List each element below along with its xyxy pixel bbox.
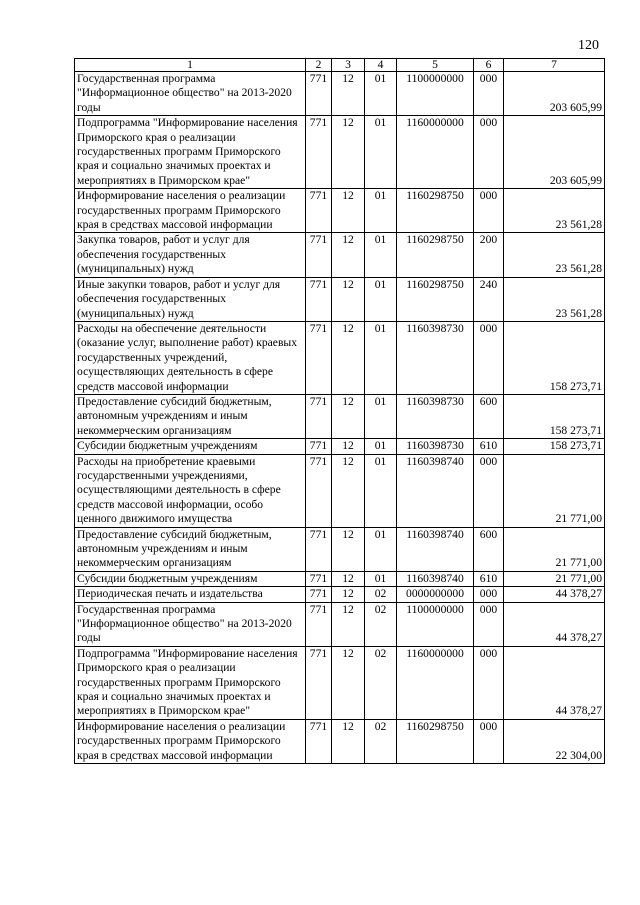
row-code-ministry: 771	[306, 439, 332, 454]
row-code-target: 1160398740	[397, 571, 474, 586]
row-amount: 203 605,99	[504, 72, 605, 116]
row-code-subsection: 01	[365, 189, 397, 233]
row-code-section: 12	[332, 321, 365, 394]
row-amount: 23 561,28	[504, 277, 605, 321]
header-col-5: 5	[397, 59, 474, 72]
row-name: Закупка товаров, работ и услуг для обеспечения государственных (муниципальных) нужд	[75, 233, 306, 277]
row-code-section: 12	[332, 602, 365, 646]
row-code-expense-type: 000	[474, 602, 504, 646]
row-code-ministry: 771	[306, 116, 332, 189]
row-code-ministry: 771	[306, 602, 332, 646]
header-col-7: 7	[504, 59, 605, 72]
row-code-target: 1160398730	[397, 394, 474, 438]
row-code-ministry: 771	[306, 72, 332, 116]
table-row	[75, 571, 605, 586]
budget-table	[74, 58, 605, 764]
row-code-expense-type: 000	[474, 72, 504, 116]
row-code-ministry: 771	[306, 719, 332, 763]
row-amount: 44 378,27	[504, 587, 605, 602]
row-name: Информирование населения о реализации государственных программ Приморского края в средствах массовой информации	[75, 719, 306, 763]
table-row	[75, 719, 605, 763]
row-code-ministry: 771	[306, 527, 332, 571]
row-name: Государственная программа "Информационное общество" на 2013-2020 годы	[75, 72, 306, 116]
table-row	[75, 116, 605, 189]
row-amount: 21 771,00	[504, 454, 605, 527]
row-name: Расходы на приобретение краевыми государственными учреждениями, осуществляющими деятельность в сфере средств массовой информации, особо ценного движимого имущества	[75, 454, 306, 527]
row-code-ministry: 771	[306, 189, 332, 233]
row-code-ministry: 771	[306, 321, 332, 394]
row-code-subsection: 01	[365, 394, 397, 438]
row-name: Периодическая печать и издательства	[75, 587, 306, 602]
table-row	[75, 189, 605, 233]
row-amount: 23 561,28	[504, 189, 605, 233]
row-code-ministry: 771	[306, 233, 332, 277]
row-name: Предоставление субсидий бюджетным, автономным учреждениям и иным некоммерческим организациям	[75, 394, 306, 438]
row-code-ministry: 771	[306, 394, 332, 438]
table-row	[75, 277, 605, 321]
row-amount: 21 771,00	[504, 527, 605, 571]
row-code-section: 12	[332, 394, 365, 438]
row-code-subsection: 02	[365, 587, 397, 602]
row-code-section: 12	[332, 646, 365, 719]
row-code-ministry: 771	[306, 587, 332, 602]
row-code-expense-type: 000	[474, 321, 504, 394]
row-code-section: 12	[332, 454, 365, 527]
row-code-expense-type: 610	[474, 439, 504, 454]
row-code-target: 0000000000	[397, 587, 474, 602]
page-number: 120	[578, 38, 599, 53]
row-code-subsection: 01	[365, 321, 397, 394]
row-code-target: 1160298750	[397, 277, 474, 321]
row-code-ministry: 771	[306, 277, 332, 321]
row-code-expense-type: 000	[474, 454, 504, 527]
row-name: Государственная программа "Информационное общество" на 2013-2020 годы	[75, 602, 306, 646]
table-row	[75, 233, 605, 277]
table-header-row	[75, 59, 605, 72]
row-code-target: 1160298750	[397, 233, 474, 277]
row-code-target: 1160000000	[397, 116, 474, 189]
table-row	[75, 527, 605, 571]
row-name: Расходы на обеспечение деятельности (оказание услуг, выполнение работ) краевых государственных учреждений, осуществляющих деятельность в сфере средств массовой информации	[75, 321, 306, 394]
row-name: Подпрограмма "Информирование населения Приморского края о реализации государственных программ Приморского края и социально значимых проектах и мероприятиях в Приморском крае"	[75, 646, 306, 719]
row-code-section: 12	[332, 719, 365, 763]
row-amount: 203 605,99	[504, 116, 605, 189]
row-amount: 44 378,27	[504, 602, 605, 646]
row-code-ministry: 771	[306, 646, 332, 719]
row-amount: 22 304,00	[504, 719, 605, 763]
row-name: Предоставление субсидий бюджетным, автономным учреждениям и иным некоммерческим организациям	[75, 527, 306, 571]
row-amount: 21 771,00	[504, 571, 605, 586]
row-name: Субсидии бюджетным учреждениям	[75, 571, 306, 586]
row-code-subsection: 02	[365, 719, 397, 763]
table-row	[75, 587, 605, 602]
row-code-subsection: 01	[365, 439, 397, 454]
header-col-1: 1	[75, 59, 306, 72]
row-code-section: 12	[332, 72, 365, 116]
row-code-expense-type: 000	[474, 587, 504, 602]
row-amount: 158 273,71	[504, 394, 605, 438]
row-amount: 44 378,27	[504, 646, 605, 719]
row-name: Информирование населения о реализации государственных программ Приморского края в средствах массовой информации	[75, 189, 306, 233]
row-code-target: 1160398740	[397, 527, 474, 571]
row-code-subsection: 02	[365, 602, 397, 646]
row-code-expense-type: 600	[474, 527, 504, 571]
row-code-section: 12	[332, 571, 365, 586]
header-col-3: 3	[332, 59, 365, 72]
row-code-target: 1160298750	[397, 719, 474, 763]
row-code-target: 1160398740	[397, 454, 474, 527]
header-col-4: 4	[365, 59, 397, 72]
row-name: Подпрограмма "Информирование населения Приморского края о реализации государственных программ Приморского края и социально значимых проектах и мероприятиях в Приморском крае"	[75, 116, 306, 189]
row-code-section: 12	[332, 439, 365, 454]
table-row	[75, 72, 605, 116]
row-code-section: 12	[332, 189, 365, 233]
table-row	[75, 394, 605, 438]
row-code-subsection: 01	[365, 233, 397, 277]
row-code-section: 12	[332, 233, 365, 277]
row-code-expense-type: 610	[474, 571, 504, 586]
row-code-subsection: 01	[365, 454, 397, 527]
header-col-2: 2	[306, 59, 332, 72]
table-row	[75, 646, 605, 719]
table-row	[75, 602, 605, 646]
row-code-target: 1160000000	[397, 646, 474, 719]
row-code-ministry: 771	[306, 454, 332, 527]
row-code-subsection: 01	[365, 571, 397, 586]
row-amount: 158 273,71	[504, 321, 605, 394]
row-code-expense-type: 000	[474, 116, 504, 189]
row-code-subsection: 01	[365, 72, 397, 116]
row-code-target: 1160298750	[397, 189, 474, 233]
row-amount: 23 561,28	[504, 233, 605, 277]
row-code-expense-type: 000	[474, 189, 504, 233]
row-code-subsection: 01	[365, 277, 397, 321]
row-name: Субсидии бюджетным учреждениям	[75, 439, 306, 454]
header-col-6: 6	[474, 59, 504, 72]
row-amount: 158 273,71	[504, 439, 605, 454]
row-code-section: 12	[332, 587, 365, 602]
row-code-target: 1160398730	[397, 321, 474, 394]
row-code-expense-type: 600	[474, 394, 504, 438]
row-code-section: 12	[332, 527, 365, 571]
table-row	[75, 439, 605, 454]
table-row	[75, 321, 605, 394]
row-code-target: 1160398730	[397, 439, 474, 454]
row-code-expense-type: 240	[474, 277, 504, 321]
row-code-expense-type: 200	[474, 233, 504, 277]
row-code-subsection: 01	[365, 527, 397, 571]
row-code-ministry: 771	[306, 571, 332, 586]
row-code-subsection: 01	[365, 116, 397, 189]
row-name: Иные закупки товаров, работ и услуг для обеспечения государственных (муниципальных) нужд	[75, 277, 306, 321]
row-code-expense-type: 000	[474, 719, 504, 763]
row-code-expense-type: 000	[474, 646, 504, 719]
row-code-subsection: 02	[365, 646, 397, 719]
row-code-section: 12	[332, 277, 365, 321]
row-code-section: 12	[332, 116, 365, 189]
row-code-target: 1100000000	[397, 602, 474, 646]
row-code-target: 1100000000	[397, 72, 474, 116]
table-row	[75, 454, 605, 527]
